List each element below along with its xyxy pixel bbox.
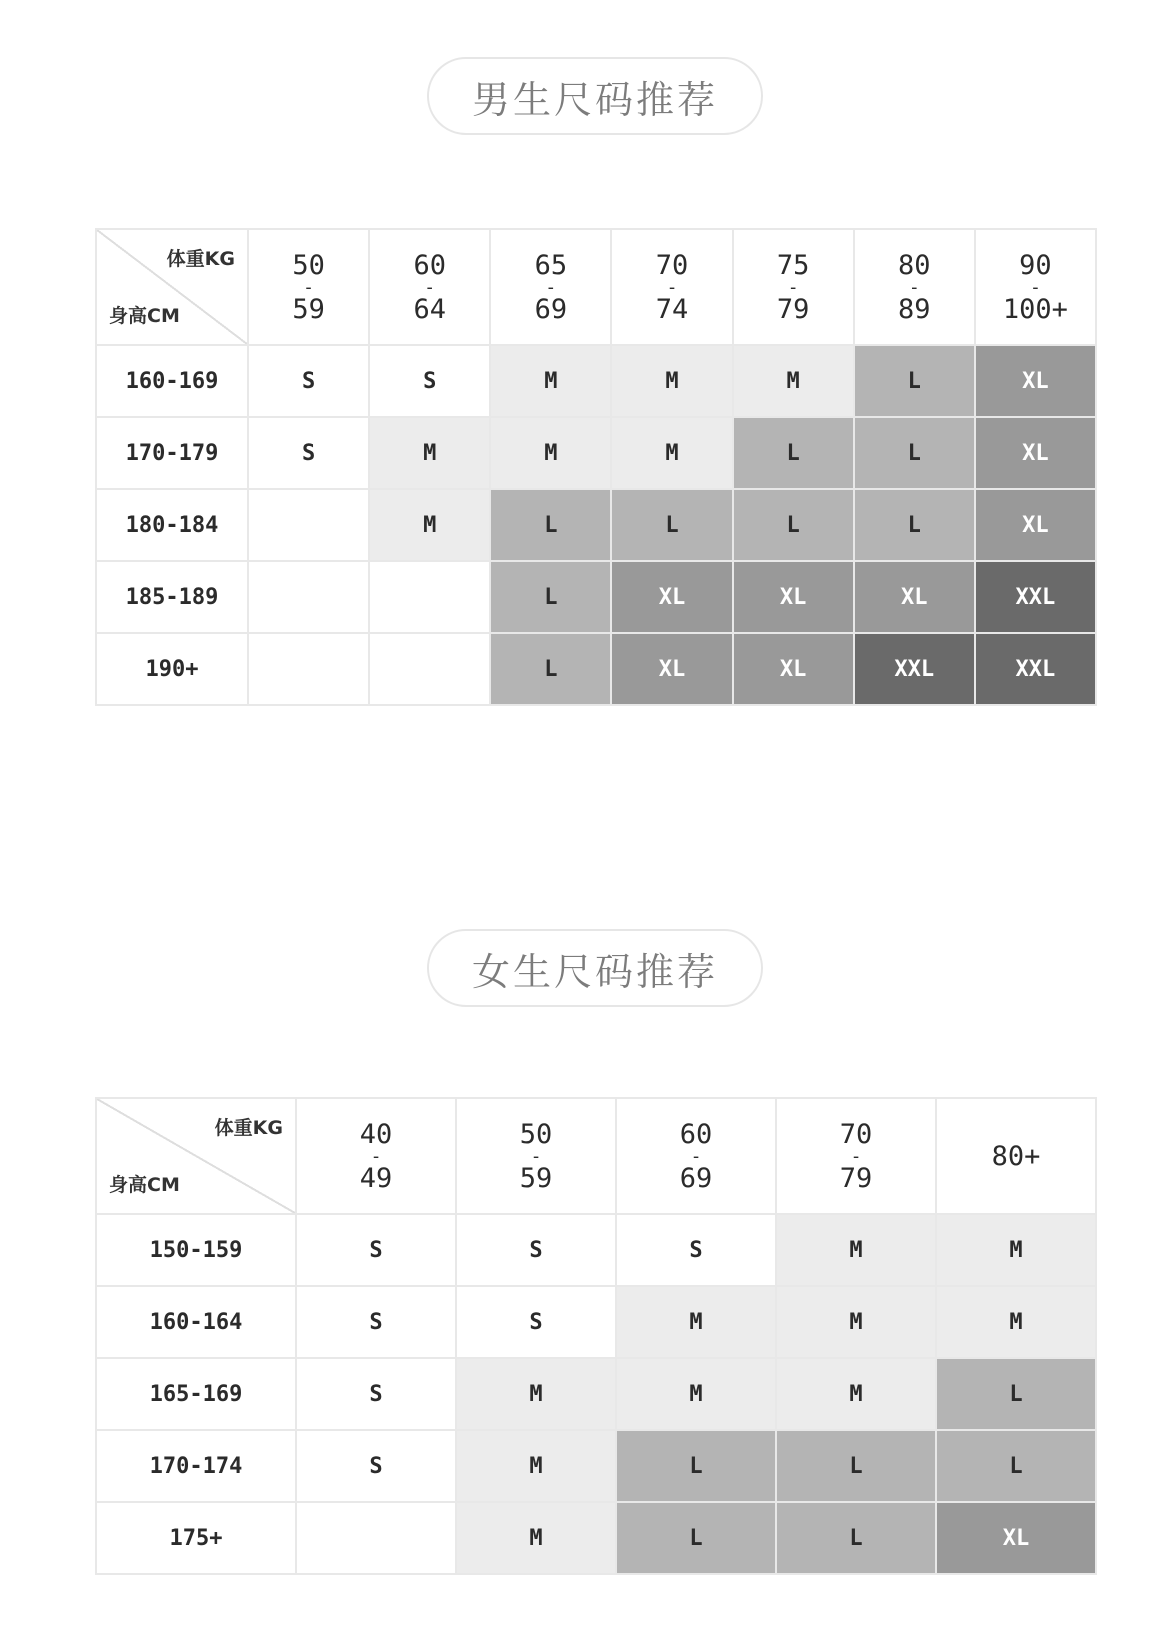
height-range-cell: 185-189 <box>96 561 248 633</box>
size-cell: S <box>369 345 490 417</box>
size-cell: XL <box>975 345 1096 417</box>
size-cell: S <box>616 1214 776 1286</box>
size-cell <box>296 1502 456 1574</box>
height-axis-label: 身高CM <box>109 305 180 327</box>
table-row <box>96 345 1096 417</box>
weight-range <box>734 249 853 325</box>
men-size-table <box>95 228 1097 706</box>
weight-range <box>617 1118 775 1194</box>
weight-range-high: 100+ <box>1002 293 1068 325</box>
weight-range <box>297 1118 455 1194</box>
size-cell: XL <box>611 633 732 705</box>
size-cell: L <box>854 417 975 489</box>
size-cell: M <box>776 1286 936 1358</box>
weight-range-dash: - <box>303 276 314 298</box>
size-cell: XL <box>733 633 854 705</box>
header-row <box>96 1098 1096 1214</box>
size-cell: L <box>776 1430 936 1502</box>
size-cell: M <box>369 489 490 561</box>
weight-range-low: 90 <box>1019 249 1052 281</box>
weight-range-high: 59 <box>519 1162 553 1194</box>
size-cell: S <box>296 1430 456 1502</box>
size-cell: S <box>296 1358 456 1430</box>
table-row <box>96 489 1096 561</box>
size-cell: S <box>456 1214 616 1286</box>
weight-range-high: 74 <box>655 293 689 325</box>
weight-range-high: 79 <box>776 293 810 325</box>
size-cell <box>248 633 369 705</box>
weight-range-header <box>490 229 611 345</box>
weight-range-high: 69 <box>534 293 568 325</box>
height-range-cell: 170-179 <box>96 417 248 489</box>
weight-range-high: 69 <box>679 1162 713 1194</box>
height-range-cell: 165-169 <box>96 1358 296 1430</box>
weight-range-dash: - <box>787 276 799 298</box>
size-cell: M <box>611 417 732 489</box>
size-cell: L <box>490 633 611 705</box>
corner-header-cell <box>96 1098 296 1214</box>
size-cell <box>369 633 490 705</box>
weight-range-high: 59 <box>292 293 325 325</box>
weight-range-header <box>733 229 854 345</box>
weight-range <box>491 249 610 325</box>
weight-axis-label: 体重KG <box>214 1117 283 1139</box>
weight-range-low: 70 <box>839 1118 873 1150</box>
weight-range <box>457 1118 615 1194</box>
weight-range-dash: - <box>370 1145 382 1167</box>
size-cell: L <box>936 1358 1096 1430</box>
weight-range-high: 64 <box>413 293 446 325</box>
weight-range-low: 40 <box>359 1118 393 1150</box>
size-cell <box>248 489 369 561</box>
weight-range-low: 65 <box>534 249 568 281</box>
size-cell: XXL <box>975 561 1096 633</box>
size-cell: XL <box>936 1502 1096 1574</box>
weight-range-dash: - <box>690 1145 702 1167</box>
table-row <box>96 1358 1096 1430</box>
weight-range-header <box>936 1098 1096 1214</box>
size-cell: M <box>936 1286 1096 1358</box>
weight-range-dash: - <box>1030 276 1041 298</box>
weight-range-dash: - <box>545 276 557 298</box>
weight-range-high: 49 <box>359 1162 393 1194</box>
size-cell: L <box>733 417 854 489</box>
men-size-title: 男生尺码推荐 <box>427 57 763 135</box>
size-cell: S <box>296 1214 456 1286</box>
weight-range-header <box>616 1098 776 1214</box>
weight-range-header <box>296 1098 456 1214</box>
height-axis-label: 身高CM <box>109 1174 180 1196</box>
table-row <box>96 1430 1096 1502</box>
women-size-table <box>95 1097 1097 1575</box>
weight-range-header <box>854 229 975 345</box>
size-cell <box>248 561 369 633</box>
weight-range <box>976 249 1095 325</box>
weight-axis-label: 体重KG <box>166 248 235 270</box>
height-range-cell: 180-184 <box>96 489 248 561</box>
size-cell: S <box>456 1286 616 1358</box>
size-cell: L <box>733 489 854 561</box>
header-row <box>96 229 1096 345</box>
size-cell: M <box>456 1502 616 1574</box>
size-cell: L <box>490 489 611 561</box>
size-cell: M <box>733 345 854 417</box>
weight-range-low: 60 <box>413 249 446 281</box>
table-row <box>96 417 1096 489</box>
weight-range-header <box>776 1098 936 1214</box>
size-cell: M <box>490 345 611 417</box>
weight-range-header <box>248 229 369 345</box>
size-cell: L <box>776 1502 936 1574</box>
weight-range-low: 60 <box>679 1118 713 1150</box>
weight-range-low: 80 <box>898 249 931 281</box>
size-cell: L <box>854 345 975 417</box>
table-row <box>96 1286 1096 1358</box>
weight-range-low: 80+ <box>991 1140 1041 1172</box>
size-cell: L <box>854 489 975 561</box>
size-cell: M <box>616 1286 776 1358</box>
size-cell: XL <box>854 561 975 633</box>
weight-range-header <box>369 229 490 345</box>
size-cell: L <box>611 489 732 561</box>
weight-range-high: 79 <box>839 1162 873 1194</box>
table-row <box>96 1502 1096 1574</box>
size-cell: M <box>490 417 611 489</box>
weight-range-low: 75 <box>776 249 810 281</box>
size-cell: M <box>936 1214 1096 1286</box>
weight-range-low: 50 <box>519 1118 553 1150</box>
size-cell: L <box>936 1430 1096 1502</box>
size-cell: S <box>248 345 369 417</box>
size-cell: L <box>616 1430 776 1502</box>
table-row <box>96 633 1096 705</box>
height-range-cell: 170-174 <box>96 1430 296 1502</box>
size-cell: XL <box>975 417 1096 489</box>
corner-header-cell <box>96 229 248 345</box>
size-cell: M <box>456 1430 616 1502</box>
height-range-cell: 190+ <box>96 633 248 705</box>
weight-range-dash: - <box>666 276 678 298</box>
weight-range-header <box>456 1098 616 1214</box>
table-row <box>96 1214 1096 1286</box>
women-size-title: 女生尺码推荐 <box>427 929 763 1007</box>
height-range-cell: 175+ <box>96 1502 296 1574</box>
size-cell: XXL <box>854 633 975 705</box>
size-cell: M <box>456 1358 616 1430</box>
size-cell: S <box>248 417 369 489</box>
weight-range <box>855 249 974 325</box>
size-cell: L <box>616 1502 776 1574</box>
size-cell: M <box>776 1214 936 1286</box>
weight-range-low: 50 <box>292 249 325 281</box>
size-cell: XL <box>611 561 732 633</box>
size-cell: M <box>369 417 490 489</box>
weight-range-dash: - <box>850 1145 862 1167</box>
weight-range <box>249 249 368 325</box>
weight-range <box>937 1140 1095 1172</box>
size-cell: M <box>611 345 732 417</box>
size-cell: XL <box>975 489 1096 561</box>
size-cell: XL <box>733 561 854 633</box>
weight-range-header <box>611 229 732 345</box>
weight-range <box>612 249 731 325</box>
weight-range-header <box>975 229 1096 345</box>
table-row <box>96 561 1096 633</box>
height-range-cell: 160-164 <box>96 1286 296 1358</box>
weight-range-dash: - <box>530 1145 542 1167</box>
weight-range <box>777 1118 935 1194</box>
weight-range-low: 70 <box>655 249 689 281</box>
size-cell <box>369 561 490 633</box>
weight-range <box>370 249 489 325</box>
size-cell: M <box>616 1358 776 1430</box>
size-cell: L <box>490 561 611 633</box>
weight-range-dash: - <box>908 276 920 298</box>
weight-range-dash: - <box>424 276 436 298</box>
weight-range-high: 89 <box>898 293 931 325</box>
size-cell: S <box>296 1286 456 1358</box>
height-range-cell: 160-169 <box>96 345 248 417</box>
size-cell: M <box>776 1358 936 1430</box>
size-cell: XXL <box>975 633 1096 705</box>
height-range-cell: 150-159 <box>96 1214 296 1286</box>
